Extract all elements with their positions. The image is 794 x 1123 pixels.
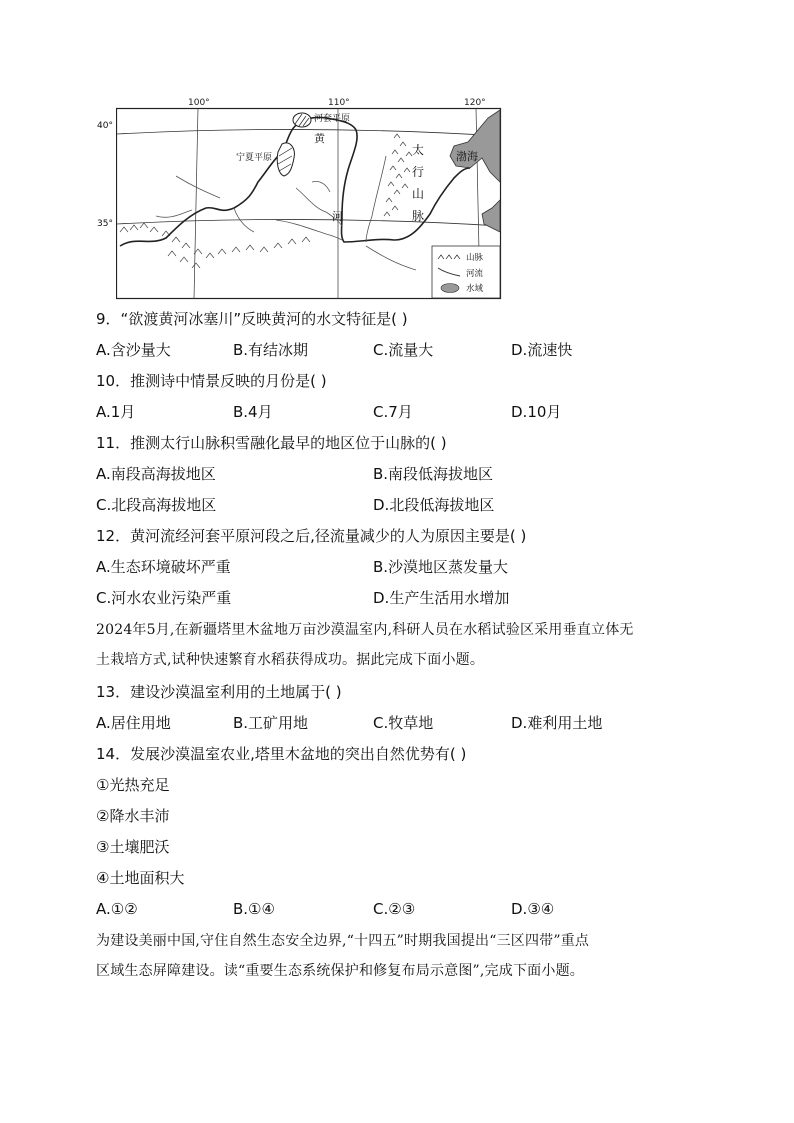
question-14-stem: 14．发展沙漠温室农业,塔里木盆地的突出自然优势有( ) [96, 745, 467, 763]
yellow-river-map [116, 96, 502, 300]
river-label-huang: 黄 [314, 132, 325, 145]
q12-option-d[interactable]: D.生产生活用水增加 [373, 589, 510, 607]
lon-label-100: 100° [188, 98, 210, 108]
q13-option-b[interactable]: B.工矿用地 [233, 714, 309, 732]
q14-item-2: ②降水丰沛 [96, 807, 170, 825]
q14-option-b[interactable]: B.①④ [233, 900, 275, 918]
q10-option-d[interactable]: D.10月 [511, 403, 562, 421]
bohai-label: 渤海 [456, 150, 478, 163]
q11-option-d[interactable]: D.北段低海拔地区 [373, 496, 495, 514]
q12-option-b[interactable]: B.沙漠地区蒸发量大 [373, 558, 509, 576]
q10-option-b[interactable]: B.4月 [233, 403, 273, 421]
passage-1-line-1: 2024年5月,在新疆塔里木盆地万亩沙漠温室内,科研人员在水稻试验区采用垂直立体无 [96, 622, 634, 638]
question-10-stem: 10．推测诗中情景反映的月份是( ) [96, 372, 327, 390]
taihang-label-3: 山 [412, 187, 425, 201]
question-11-stem: 11．推测太行山脉积雪融化最早的地区位于山脉的( ) [96, 434, 447, 452]
river-label-he: 河 [332, 210, 343, 223]
q14-option-c[interactable]: C.②③ [373, 900, 416, 918]
question-9-stem: 9．“欲渡黄河冰塞川”反映黄河的水文特征是( ) [96, 310, 408, 328]
q14-option-d[interactable]: D.③④ [511, 900, 555, 918]
passage-2-line-1: 为建设美丽中国,守住自然生态安全边界,“十四五”时期我国提出“三区四带”重点 [96, 933, 590, 949]
q10-option-c[interactable]: C.7月 [373, 403, 413, 421]
lon-label-120: 120° [464, 98, 486, 108]
passage-1-line-2: 土栽培方式,试种快速繁育水稻获得成功。据此完成下面小题。 [96, 652, 485, 668]
ningxia-plain-label: 宁夏平原 [236, 153, 273, 163]
q13-option-d[interactable]: D.难利用土地 [511, 714, 603, 732]
lon-label-110: 110° [328, 98, 350, 108]
hetao-plain-area [293, 113, 311, 127]
q11-option-c[interactable]: C.北段高海拔地区 [96, 496, 217, 514]
q9-option-b[interactable]: B.有结冰期 [233, 341, 309, 359]
question-12-stem: 12．黄河流经河套平原河段之后,径流量减少的人为原因主要是( ) [96, 527, 527, 545]
taihang-label-2: 行 [412, 165, 425, 179]
legend-mountain-label: 山脉 [466, 253, 484, 263]
q12-option-a[interactable]: A.生态环境破坏严重 [96, 558, 231, 576]
q14-item-4: ④土地面积大 [96, 869, 185, 887]
hetao-plain-label: 河套平原 [314, 114, 351, 124]
q14-item-3: ③土壤肥沃 [96, 838, 170, 856]
legend-river-label: 河流 [466, 269, 484, 279]
q9-option-c[interactable]: C.流量大 [373, 341, 434, 359]
taihang-label-1: 太 [412, 143, 425, 157]
q11-option-b[interactable]: B.南段低海拔地区 [373, 465, 494, 483]
q9-option-d[interactable]: D.流速快 [511, 341, 573, 359]
legend-water-label: 水域 [466, 284, 484, 294]
lat-label-35: 35° [97, 219, 113, 229]
q14-option-a[interactable]: A.①② [96, 900, 138, 918]
q11-option-a[interactable]: A.南段高海拔地区 [96, 465, 216, 483]
map-legend [432, 246, 500, 298]
legend-water-symbol [441, 284, 459, 293]
lat-label-40: 40° [97, 121, 113, 131]
q10-option-a[interactable]: A.1月 [96, 403, 136, 421]
q13-option-a[interactable]: A.居住用地 [96, 714, 171, 732]
passage-2-line-2: 区域生态屏障建设。读“重要生态系统保护和修复布局示意图”,完成下面小题。 [96, 963, 584, 979]
q12-option-c[interactable]: C.河水农业污染严重 [96, 589, 232, 607]
q13-option-c[interactable]: C.牧草地 [373, 714, 434, 732]
q9-option-a[interactable]: A.含沙量大 [96, 341, 171, 359]
q14-item-1: ①光热充足 [96, 776, 170, 794]
taihang-label-4: 脉 [412, 209, 425, 223]
question-13-stem: 13．建设沙漠温室利用的土地属于( ) [96, 683, 342, 701]
